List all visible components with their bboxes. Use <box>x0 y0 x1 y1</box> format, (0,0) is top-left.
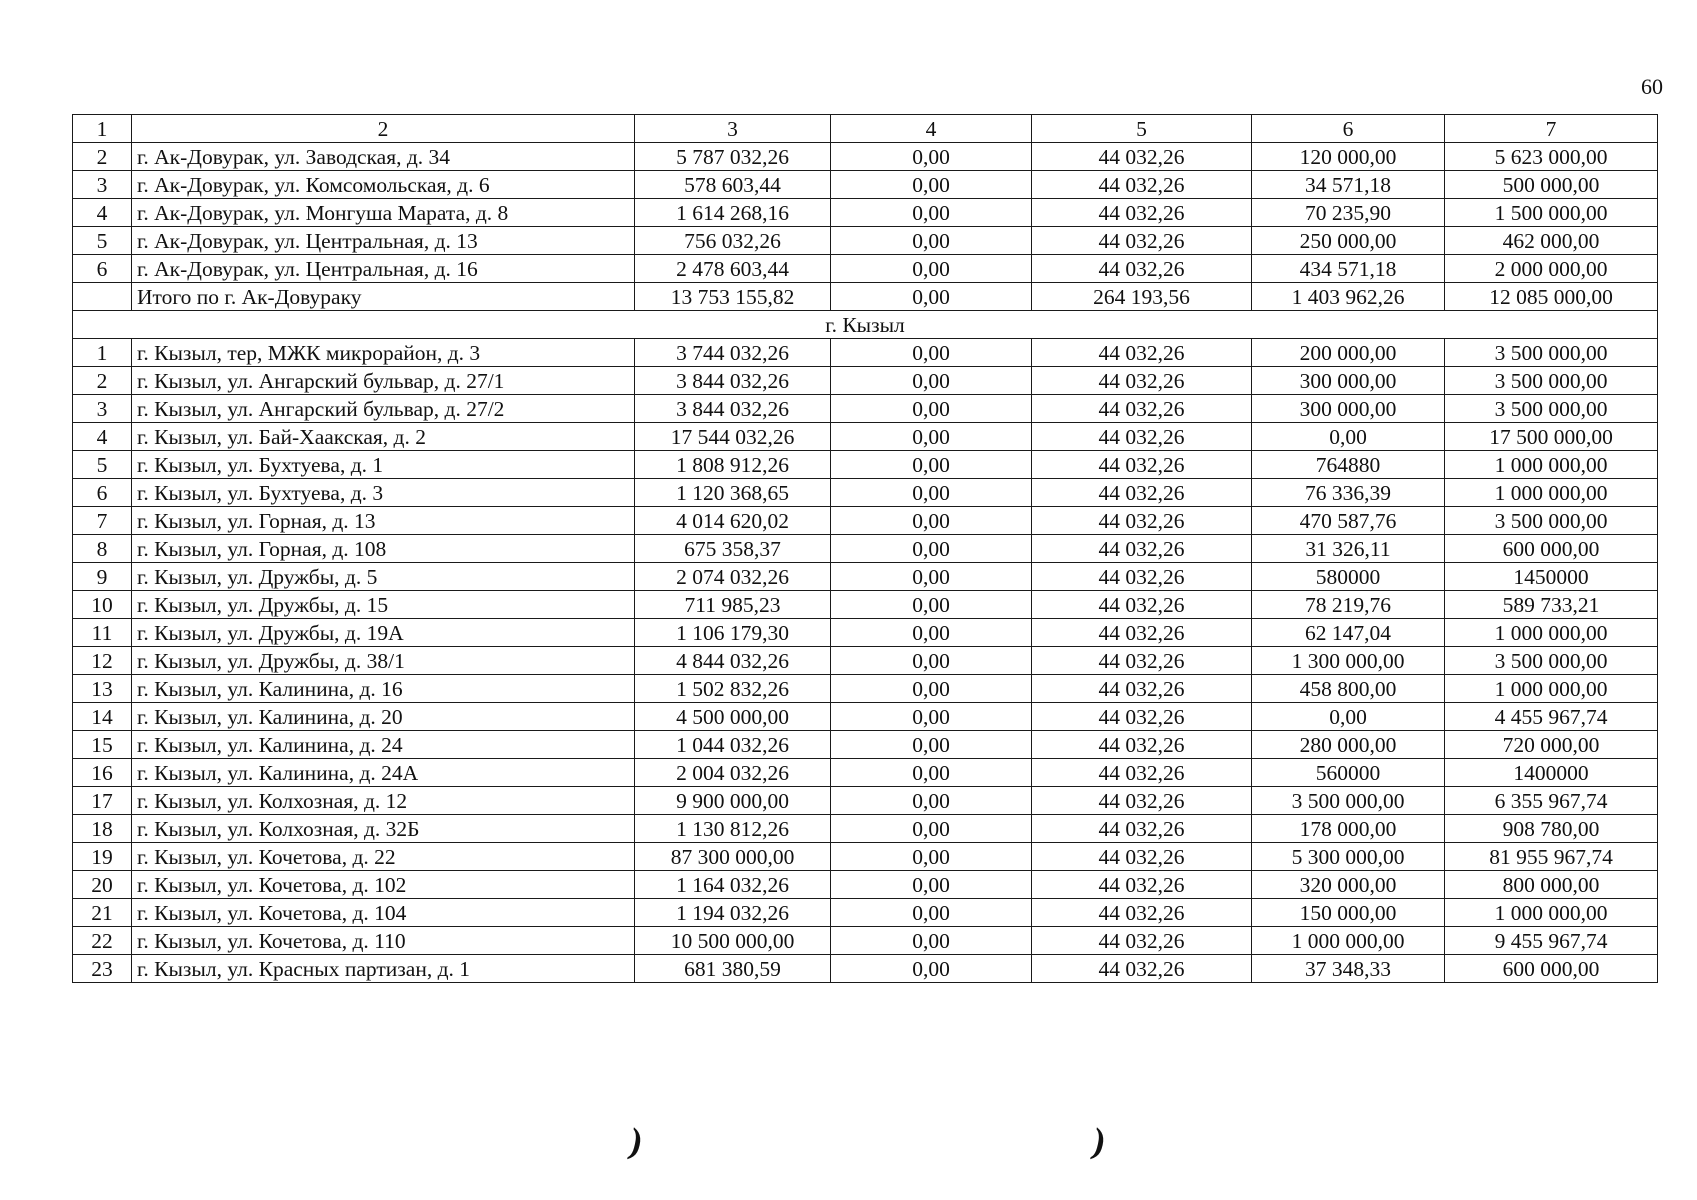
column-number-header: 7 <box>1445 115 1658 143</box>
row-col7-value: 17 500 000,00 <box>1445 423 1658 451</box>
row-col3-value: 3 844 032,26 <box>635 395 831 423</box>
row-number: 6 <box>73 479 132 507</box>
row-col4-value: 0,00 <box>831 787 1032 815</box>
row-col7-value: 1 000 000,00 <box>1445 899 1658 927</box>
row-address: г. Кызыл, ул. Калинина, д. 16 <box>132 675 635 703</box>
row-col7-value: 600 000,00 <box>1445 535 1658 563</box>
row-col7-value: 800 000,00 <box>1445 871 1658 899</box>
row-col5-value: 44 032,26 <box>1032 339 1252 367</box>
table-row <box>73 703 1658 731</box>
row-number: 17 <box>73 787 132 815</box>
row-col7-value: 3 500 000,00 <box>1445 507 1658 535</box>
row-col4-value: 0,00 <box>831 339 1032 367</box>
row-col3-value: 4 014 620,02 <box>635 507 831 535</box>
column-number-header: 4 <box>831 115 1032 143</box>
row-col3-value: 1 106 179,30 <box>635 619 831 647</box>
row-col6-value: 0,00 <box>1252 703 1445 731</box>
row-col7-value: 3 500 000,00 <box>1445 395 1658 423</box>
row-col3-value: 756 032,26 <box>635 227 831 255</box>
row-col3-value: 4 500 000,00 <box>635 703 831 731</box>
row-col5-value: 44 032,26 <box>1032 563 1252 591</box>
row-address: г. Ак-Довурак, ул. Центральная, д. 16 <box>132 255 635 283</box>
row-col5-value: 44 032,26 <box>1032 871 1252 899</box>
fold-mark: ) <box>625 1120 647 1162</box>
row-col3-value: 1 120 368,65 <box>635 479 831 507</box>
row-address: г. Кызыл, ул. Красных партизан, д. 1 <box>132 955 635 983</box>
table-row <box>73 731 1658 759</box>
row-number: 2 <box>73 367 132 395</box>
table-row <box>73 479 1658 507</box>
row-col3-value: 1 194 032,26 <box>635 899 831 927</box>
row-col5-value: 44 032,26 <box>1032 507 1252 535</box>
row-number: 15 <box>73 731 132 759</box>
row-address: г. Кызыл, ул. Дружбы, д. 15 <box>132 591 635 619</box>
row-col6-value: 70 235,90 <box>1252 199 1445 227</box>
table-row <box>73 171 1658 199</box>
row-col3-value: 1 130 812,26 <box>635 815 831 843</box>
row-address: г. Кызыл, ул. Калинина, д. 20 <box>132 703 635 731</box>
row-col6-value: 300 000,00 <box>1252 367 1445 395</box>
table-row <box>73 647 1658 675</box>
row-col4-value: 0,00 <box>831 899 1032 927</box>
row-col4-value: 0,00 <box>831 619 1032 647</box>
row-col4-value: 0,00 <box>831 927 1032 955</box>
row-col4-value: 0,00 <box>831 759 1032 787</box>
row-address: г. Кызыл, ул. Горная, д. 108 <box>132 535 635 563</box>
row-col3-value: 5 787 032,26 <box>635 143 831 171</box>
row-address: г. Кызыл, ул. Калинина, д. 24 <box>132 731 635 759</box>
row-col4-value: 0,00 <box>831 675 1032 703</box>
housing-repair-table <box>72 114 1658 983</box>
table-row <box>73 451 1658 479</box>
row-col6-value: 78 219,76 <box>1252 591 1445 619</box>
row-number: 1 <box>73 339 132 367</box>
row-col5-value: 44 032,26 <box>1032 815 1252 843</box>
row-col6-value: 1 300 000,00 <box>1252 647 1445 675</box>
row-col7-value: 9 455 967,74 <box>1445 927 1658 955</box>
table-row <box>73 759 1658 787</box>
row-col5-value: 44 032,26 <box>1032 703 1252 731</box>
section-heading: г. Кызыл <box>73 311 1658 339</box>
row-col6-value: 458 800,00 <box>1252 675 1445 703</box>
row-col6-value: 3 500 000,00 <box>1252 787 1445 815</box>
row-col7-value: 1400000 <box>1445 759 1658 787</box>
row-col4-value: 0,00 <box>831 255 1032 283</box>
table-body <box>73 115 1658 983</box>
table-row <box>73 423 1658 451</box>
row-address: г. Ак-Довурак, ул. Комсомольская, д. 6 <box>132 171 635 199</box>
row-col6-value: 280 000,00 <box>1252 731 1445 759</box>
row-number: 9 <box>73 563 132 591</box>
row-col4-value: 0,00 <box>831 703 1032 731</box>
row-col3-value: 9 900 000,00 <box>635 787 831 815</box>
row-col6-value: 178 000,00 <box>1252 815 1445 843</box>
table-row <box>73 199 1658 227</box>
row-col7-value: 3 500 000,00 <box>1445 367 1658 395</box>
row-col5-value: 44 032,26 <box>1032 927 1252 955</box>
row-col4-value: 0,00 <box>831 647 1032 675</box>
row-col6-value: 37 348,33 <box>1252 955 1445 983</box>
row-col5-value: 44 032,26 <box>1032 955 1252 983</box>
row-col5-value: 44 032,26 <box>1032 647 1252 675</box>
row-number: 4 <box>73 199 132 227</box>
row-col6-value: 764880 <box>1252 451 1445 479</box>
row-number: 7 <box>73 507 132 535</box>
subtotal-value: 12 085 000,00 <box>1445 283 1658 311</box>
table-row <box>73 899 1658 927</box>
row-col5-value: 44 032,26 <box>1032 367 1252 395</box>
column-number-header: 6 <box>1252 115 1445 143</box>
row-address: г. Кызыл, ул. Колхозная, д. 12 <box>132 787 635 815</box>
row-col7-value: 6 355 967,74 <box>1445 787 1658 815</box>
row-number: 23 <box>73 955 132 983</box>
row-col5-value: 44 032,26 <box>1032 395 1252 423</box>
row-number: 21 <box>73 899 132 927</box>
row-col3-value: 4 844 032,26 <box>635 647 831 675</box>
row-col5-value: 44 032,26 <box>1032 759 1252 787</box>
row-col3-value: 10 500 000,00 <box>635 927 831 955</box>
column-number-header: 5 <box>1032 115 1252 143</box>
row-address: г. Кызыл, ул. Дружбы, д. 19А <box>132 619 635 647</box>
row-col4-value: 0,00 <box>831 395 1032 423</box>
row-col6-value: 434 571,18 <box>1252 255 1445 283</box>
row-col5-value: 44 032,26 <box>1032 843 1252 871</box>
row-number: 3 <box>73 395 132 423</box>
row-address: г. Кызыл, ул. Дружбы, д. 5 <box>132 563 635 591</box>
row-col7-value: 81 955 967,74 <box>1445 843 1658 871</box>
table-row <box>73 255 1658 283</box>
row-col7-value: 1 500 000,00 <box>1445 199 1658 227</box>
row-col4-value: 0,00 <box>831 423 1032 451</box>
row-number: 12 <box>73 647 132 675</box>
row-col6-value: 200 000,00 <box>1252 339 1445 367</box>
row-col5-value: 44 032,26 <box>1032 535 1252 563</box>
table-row <box>73 507 1658 535</box>
row-col7-value: 3 500 000,00 <box>1445 339 1658 367</box>
row-col5-value: 44 032,26 <box>1032 199 1252 227</box>
row-number: 10 <box>73 591 132 619</box>
row-number: 18 <box>73 815 132 843</box>
row-col7-value: 4 455 967,74 <box>1445 703 1658 731</box>
row-col3-value: 1 614 268,16 <box>635 199 831 227</box>
row-number: 16 <box>73 759 132 787</box>
row-address: г. Кызыл, ул. Бухтуева, д. 3 <box>132 479 635 507</box>
row-col7-value: 600 000,00 <box>1445 955 1658 983</box>
row-col3-value: 675 358,37 <box>635 535 831 563</box>
row-address: г. Кызыл, ул. Кочетова, д. 22 <box>132 843 635 871</box>
row-number: 11 <box>73 619 132 647</box>
row-col4-value: 0,00 <box>831 367 1032 395</box>
row-col3-value: 2 074 032,26 <box>635 563 831 591</box>
row-col7-value: 3 500 000,00 <box>1445 647 1658 675</box>
subtotal-value: 1 403 962,26 <box>1252 283 1445 311</box>
subtotal-label: Итого по г. Ак-Довураку <box>132 283 635 311</box>
row-col4-value: 0,00 <box>831 843 1032 871</box>
row-col4-value: 0,00 <box>831 535 1032 563</box>
row-col3-value: 3 844 032,26 <box>635 367 831 395</box>
table-row <box>73 227 1658 255</box>
section-row <box>73 311 1658 339</box>
table-row <box>73 143 1658 171</box>
row-col6-value: 120 000,00 <box>1252 143 1445 171</box>
row-number: 20 <box>73 871 132 899</box>
row-col6-value: 0,00 <box>1252 423 1445 451</box>
table-row <box>73 367 1658 395</box>
table-row <box>73 591 1658 619</box>
table-row <box>73 339 1658 367</box>
row-address: г. Кызыл, ул. Бухтуева, д. 1 <box>132 451 635 479</box>
column-number-header: 2 <box>132 115 635 143</box>
row-col6-value: 150 000,00 <box>1252 899 1445 927</box>
row-col3-value: 1 808 912,26 <box>635 451 831 479</box>
row-col5-value: 44 032,26 <box>1032 731 1252 759</box>
row-col3-value: 1 044 032,26 <box>635 731 831 759</box>
row-col5-value: 44 032,26 <box>1032 619 1252 647</box>
row-col5-value: 44 032,26 <box>1032 479 1252 507</box>
row-col5-value: 44 032,26 <box>1032 787 1252 815</box>
row-col5-value: 44 032,26 <box>1032 675 1252 703</box>
row-col7-value: 1 000 000,00 <box>1445 675 1658 703</box>
row-col3-value: 1 164 032,26 <box>635 871 831 899</box>
row-col7-value: 500 000,00 <box>1445 171 1658 199</box>
row-address: г. Кызыл, ул. Кочетова, д. 104 <box>132 899 635 927</box>
row-col7-value: 589 733,21 <box>1445 591 1658 619</box>
row-col3-value: 1 502 832,26 <box>635 675 831 703</box>
row-col4-value: 0,00 <box>831 199 1032 227</box>
row-col4-value: 0,00 <box>831 871 1032 899</box>
row-col4-value: 0,00 <box>831 451 1032 479</box>
row-col4-value: 0,00 <box>831 815 1032 843</box>
row-col4-value: 0,00 <box>831 171 1032 199</box>
row-col5-value: 44 032,26 <box>1032 423 1252 451</box>
subtotal-row <box>73 283 1658 311</box>
subtotal-number-cell <box>73 283 132 311</box>
column-number-header: 1 <box>73 115 132 143</box>
row-col7-value: 1 000 000,00 <box>1445 479 1658 507</box>
row-col4-value: 0,00 <box>831 143 1032 171</box>
table-row <box>73 395 1658 423</box>
row-col7-value: 720 000,00 <box>1445 731 1658 759</box>
row-col6-value: 62 147,04 <box>1252 619 1445 647</box>
row-address: г. Ак-Довурак, ул. Монгуша Марата, д. 8 <box>132 199 635 227</box>
row-col5-value: 44 032,26 <box>1032 899 1252 927</box>
row-number: 19 <box>73 843 132 871</box>
row-col4-value: 0,00 <box>831 563 1032 591</box>
row-col6-value: 300 000,00 <box>1252 395 1445 423</box>
row-address: г. Кызыл, тер, МЖК микрорайон, д. 3 <box>132 339 635 367</box>
subtotal-value: 0,00 <box>831 283 1032 311</box>
row-col6-value: 76 336,39 <box>1252 479 1445 507</box>
row-address: г. Кызыл, ул. Ангарский бульвар, д. 27/2 <box>132 395 635 423</box>
row-number: 14 <box>73 703 132 731</box>
row-col4-value: 0,00 <box>831 731 1032 759</box>
row-number: 6 <box>73 255 132 283</box>
row-address: г. Кызыл, ул. Колхозная, д. 32Б <box>132 815 635 843</box>
row-col5-value: 44 032,26 <box>1032 591 1252 619</box>
row-col7-value: 1 000 000,00 <box>1445 619 1658 647</box>
row-address: г. Ак-Довурак, ул. Заводская, д. 34 <box>132 143 635 171</box>
row-col6-value: 560000 <box>1252 759 1445 787</box>
table-row <box>73 563 1658 591</box>
subtotal-value: 264 193,56 <box>1032 283 1252 311</box>
table-row <box>73 843 1658 871</box>
row-col6-value: 250 000,00 <box>1252 227 1445 255</box>
table-row <box>73 871 1658 899</box>
row-col3-value: 17 544 032,26 <box>635 423 831 451</box>
row-col3-value: 2 004 032,26 <box>635 759 831 787</box>
table-row <box>73 619 1658 647</box>
row-address: г. Кызыл, ул. Кочетова, д. 110 <box>132 927 635 955</box>
row-col6-value: 580000 <box>1252 563 1445 591</box>
row-address: г. Кызыл, ул. Кочетова, д. 102 <box>132 871 635 899</box>
row-col7-value: 462 000,00 <box>1445 227 1658 255</box>
fold-mark: ) <box>1088 1120 1110 1162</box>
row-number: 5 <box>73 451 132 479</box>
table-row <box>73 787 1658 815</box>
row-number: 3 <box>73 171 132 199</box>
row-col3-value: 578 603,44 <box>635 171 831 199</box>
row-col6-value: 31 326,11 <box>1252 535 1445 563</box>
column-number-row <box>73 115 1658 143</box>
row-address: г. Кызыл, ул. Калинина, д. 24А <box>132 759 635 787</box>
row-col7-value: 2 000 000,00 <box>1445 255 1658 283</box>
table-row <box>73 675 1658 703</box>
row-col5-value: 44 032,26 <box>1032 143 1252 171</box>
table-row <box>73 535 1658 563</box>
row-number: 2 <box>73 143 132 171</box>
row-col3-value: 681 380,59 <box>635 955 831 983</box>
row-col5-value: 44 032,26 <box>1032 255 1252 283</box>
column-number-header: 3 <box>635 115 831 143</box>
row-address: г. Кызыл, ул. Ангарский бульвар, д. 27/1 <box>132 367 635 395</box>
row-number: 5 <box>73 227 132 255</box>
row-col7-value: 1 000 000,00 <box>1445 451 1658 479</box>
row-col3-value: 3 744 032,26 <box>635 339 831 367</box>
row-col5-value: 44 032,26 <box>1032 227 1252 255</box>
row-number: 4 <box>73 423 132 451</box>
row-col4-value: 0,00 <box>831 227 1032 255</box>
row-address: г. Кызыл, ул. Дружбы, д. 38/1 <box>132 647 635 675</box>
row-col4-value: 0,00 <box>831 479 1032 507</box>
row-address: г. Ак-Довурак, ул. Центральная, д. 13 <box>132 227 635 255</box>
row-col3-value: 2 478 603,44 <box>635 255 831 283</box>
row-col4-value: 0,00 <box>831 955 1032 983</box>
table-row <box>73 955 1658 983</box>
row-col5-value: 44 032,26 <box>1032 451 1252 479</box>
row-col4-value: 0,00 <box>831 507 1032 535</box>
row-number: 22 <box>73 927 132 955</box>
row-address: г. Кызыл, ул. Горная, д. 13 <box>132 507 635 535</box>
row-col7-value: 908 780,00 <box>1445 815 1658 843</box>
subtotal-value: 13 753 155,82 <box>635 283 831 311</box>
row-col3-value: 711 985,23 <box>635 591 831 619</box>
row-col7-value: 1450000 <box>1445 563 1658 591</box>
row-number: 8 <box>73 535 132 563</box>
row-number: 13 <box>73 675 132 703</box>
page-number: 60 <box>1641 74 1663 99</box>
row-col6-value: 470 587,76 <box>1252 507 1445 535</box>
row-col4-value: 0,00 <box>831 591 1032 619</box>
row-col6-value: 5 300 000,00 <box>1252 843 1445 871</box>
row-col6-value: 34 571,18 <box>1252 171 1445 199</box>
row-col3-value: 87 300 000,00 <box>635 843 831 871</box>
table-row <box>73 815 1658 843</box>
row-col5-value: 44 032,26 <box>1032 171 1252 199</box>
row-col7-value: 5 623 000,00 <box>1445 143 1658 171</box>
row-col6-value: 320 000,00 <box>1252 871 1445 899</box>
table-row <box>73 927 1658 955</box>
row-col6-value: 1 000 000,00 <box>1252 927 1445 955</box>
row-address: г. Кызыл, ул. Бай-Хаакская, д. 2 <box>132 423 635 451</box>
